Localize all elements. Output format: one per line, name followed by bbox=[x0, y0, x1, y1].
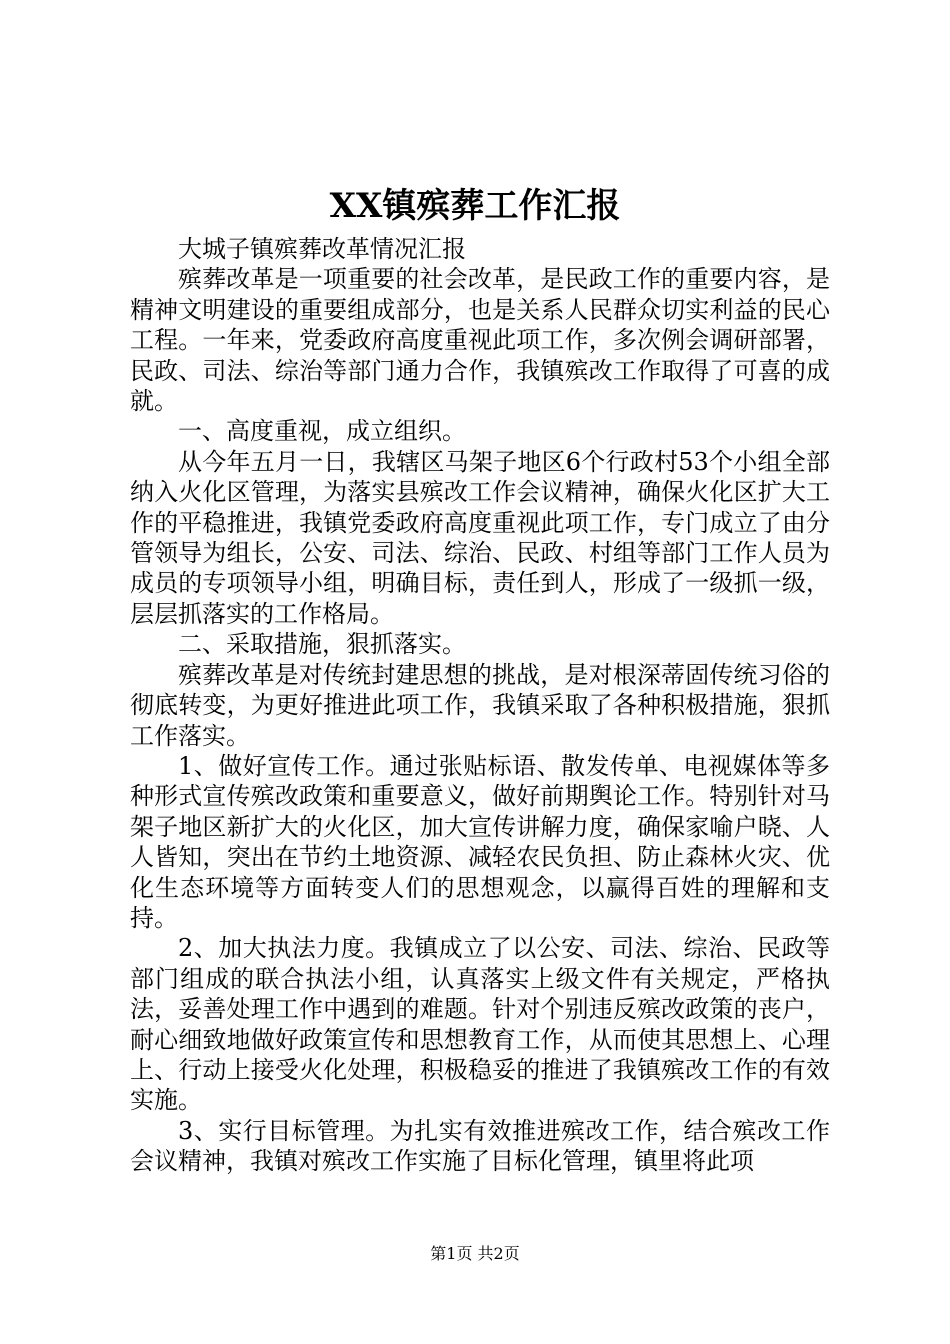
paragraph-item-1: 1、做好宣传工作。通过张贴标语、散发传单、电视媒体等多种形式宣传殡改政策和重要意义，做好前期舆论工作。特别针对马架子地区新扩大的火化区，加大宣传讲解力度，确保家喻户晓、人人皆知，突出在节约土地资源、减轻农民负担、防止森林火灾、优化生态环境等方面转变人们的思想观念，以赢得百姓的理解和支持。 bbox=[130, 751, 830, 932]
paragraph-item-2: 2、加大执法力度。我镇成立了以公安、司法、综治、民政等部门组成的联合执法小组，认真落实上级文件有关规定，严格执法，妥善处理工作中遇到的难题。针对个别违反殡改政策的丧户，耐心细致地做好政策宣传和思想教育工作，从而使其思想上、心理上、行动上接受火化处理，积极稳妥的推进了我镇殡改工作的有效实施。 bbox=[130, 934, 830, 1115]
section-heading-1: 一、高度重视，成立组织。 bbox=[178, 417, 466, 446]
paragraph-intro: 殡葬改革是一项重要的社会改革，是民政工作的重要内容，是精神文明建设的重要组成部分，也是关系人民群众切实利益的民心工程。一年来，党委政府高度重视此项工作，多次例会调研部署，民政、司法、综治等部门通力合作，我镇殡改工作取得了可喜的成就。 bbox=[130, 265, 830, 416]
document-body bbox=[130, 234, 830, 1177]
document-title: XX镇殡葬工作汇报 bbox=[329, 186, 621, 226]
section-heading-2: 二、采取措施，狠抓落实。 bbox=[178, 630, 466, 659]
paragraph-section-2: 殡葬改革是对传统封建思想的挑战，是对根深蒂固传统习俗的彻底转变，为更好推进此项工作，我镇采取了各种积极措施，狠抓工作落实。 bbox=[130, 660, 830, 750]
paragraph-subtitle: 大城子镇殡葬改革情况汇报 bbox=[178, 235, 466, 263]
paragraph-item-3: 3、实行目标管理。为扎实有效推进殡改工作，结合殡改工作会议精神，我镇对殡改工作实施了目标化管理，镇里将此项 bbox=[130, 1116, 830, 1176]
paragraph-section-1: 从今年五月一日，我辖区马架子地区6个行政村53个小组全部纳入火化区管理，为落实县殡改工作会议精神，确保火化区扩大工作的平稳推进，我镇党委政府高度重视此项工作，专门成立了由分管领导为组长，公安、司法、综治、民政、村组等部门工作人员为成员的专项领导小组，明确目标，责任到人，形成了一级抓一级，层层抓落实的工作格局。 bbox=[130, 447, 830, 628]
page-footer: 第1页 共2页 bbox=[430, 1244, 520, 1263]
